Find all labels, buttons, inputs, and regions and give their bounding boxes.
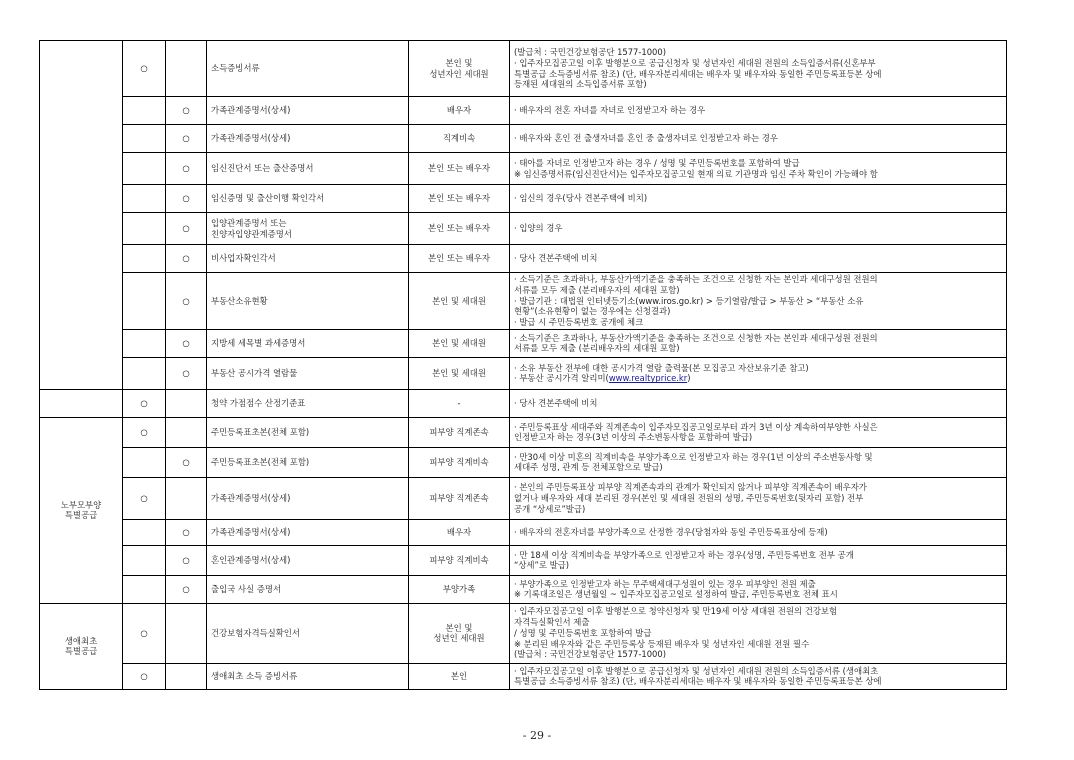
conditional-mark	[166, 477, 207, 519]
note-line: · 본인의 주민등록표상 피부양 직계존속과의 관계가 확인되지 않거나 피부양 직계존속이 배우자가	[514, 482, 867, 493]
conditional-mark: ○	[166, 519, 207, 545]
note-line: · 당사 견본주택에 비치	[514, 253, 598, 264]
table-row	[40, 447, 1007, 477]
notes-cell	[510, 603, 1007, 663]
table-row	[40, 273, 1007, 330]
conditional-mark: ○	[166, 357, 207, 389]
note-line: ※ 임신증명서류(임신진단서)는 입주자모집공고일 현재 의료 기관명과 임신 주차 확인이 가능해야 함	[514, 168, 878, 179]
conditional-mark	[166, 603, 207, 663]
document-name: 주민등록표초본(전체 포함)	[207, 447, 409, 477]
note-line: · 임신의 경우(당사 견본주택에 비치)	[514, 193, 648, 204]
note-line: · 입주자모집공고일 이후 발행분으로 청약신청자 및 만19세 이상 세대원 전원의 건강보험	[514, 606, 838, 617]
table-row	[40, 545, 1007, 575]
note-line: 특별공급 소득증빙서류 참조) (단, 배우자분리세대는 배우자 및 배우자와 동일한 주민등록표등본 상에	[514, 68, 882, 79]
note-line: · 소유 부동산 전부에 대한 공시가격 열람 출력물(본 모집공고 자산보유기준 참고)	[514, 362, 809, 373]
table-body	[40, 41, 1007, 690]
note-line: · 태아를 자녀로 인정받고자 하는 경우 / 성명 및 주민등록번호를 포함하여 발급	[514, 157, 800, 168]
conditional-mark: ○	[166, 545, 207, 575]
issue-target: 피부양 직계존속	[409, 417, 510, 447]
conditional-mark: ○	[166, 125, 207, 153]
document-name: 임신진단서 또는 출산증명서	[207, 153, 409, 185]
issue-target: 배우자	[409, 519, 510, 545]
required-mark: ○	[123, 417, 166, 447]
required-mark	[123, 153, 166, 185]
document-name: 임신증명 및 출산이행 확인각서	[207, 185, 409, 213]
note-line: · 주민등록표상 세대주와 직계존속이 입주자모집공고일로부터 과거 3년 이상 계속하여부양한 사실은	[514, 421, 878, 432]
page-number: - 29 -	[522, 729, 552, 742]
table-row	[40, 603, 1007, 663]
document-name: 출입국 사실 증명서	[207, 575, 409, 603]
document-name: 비사업자확인각서	[207, 245, 409, 273]
conditional-mark	[166, 41, 207, 97]
supply-type-cell	[40, 417, 123, 603]
table-row	[40, 575, 1007, 603]
note-line: 없거나 배우자와 세대 분리된 경우(본인 및 세대원 전원의 성명, 주민등록번호(뒷자리 포함) 전부	[514, 492, 864, 503]
note-line: · 배우자의 전혼자녀를 부양가족으로 산정한 경우(당첨자와 동일 주민등록표상에 등재)	[514, 526, 828, 537]
notes-cell	[510, 97, 1007, 125]
issue-target: 배우자	[409, 97, 510, 125]
document-name: 주민등록표초본(전체 포함)	[207, 417, 409, 447]
required-mark: ○	[123, 663, 166, 689]
required-mark	[123, 273, 166, 330]
note-line: 등재된 세대원의 소득입증서류 포함)	[514, 79, 647, 90]
note-line: · 만30세 이상 미혼의 직계비속을 부양가족으로 인정받고자 하는 경우(1년 이상의 주소변동사항 및	[514, 451, 873, 462]
required-mark: ○	[123, 477, 166, 519]
supply-type-cell	[40, 41, 123, 390]
table-row	[40, 97, 1007, 125]
notes-cell	[510, 477, 1007, 519]
notes-cell	[510, 545, 1007, 575]
note-line: / 성명 및 주민등록번호 포함하여 발급	[514, 627, 652, 638]
document-name: 가족관계증명서(상세)	[207, 125, 409, 153]
required-mark: ○	[123, 389, 166, 417]
notes-cell	[510, 389, 1007, 417]
notes-cell	[510, 245, 1007, 273]
table-row	[40, 153, 1007, 185]
note-line: · 발급기관 : 대법원 인터넷등기소(www.iros.go.kr) > 등기열람/발급 > 부동산 > “부동산 소유	[514, 295, 864, 306]
notes-cell	[510, 447, 1007, 477]
issue-target: 피부양 직계비속	[409, 545, 510, 575]
conditional-mark: ○	[166, 329, 207, 357]
supply-type-label: 생애최초 특별공급	[64, 635, 98, 657]
table-row	[40, 389, 1007, 417]
note-line: (발급처 : 국민건강보험공단 1577-1000)	[514, 47, 666, 57]
note-line: · 부동산 공시가격 알리미(www.realtyprice.kr)	[514, 373, 691, 384]
issue-target: 본인 또는 배우자	[409, 153, 510, 185]
table-row	[40, 477, 1007, 519]
issue-target: 본인	[409, 663, 510, 689]
note-line: ※ 기록대조일은 생년월일 ~ 입주자모집공고일로 설정하여 발급, 주민등록번호 전체 표시	[514, 589, 838, 600]
table-row	[40, 329, 1007, 357]
conditional-mark: ○	[166, 447, 207, 477]
realtyprice-link[interactable]: www.realtyprice.kr	[608, 373, 688, 384]
conditional-mark: ○	[166, 153, 207, 185]
note-line: · 입양의 경우	[514, 223, 563, 234]
table-row	[40, 213, 1007, 245]
notes-cell	[510, 357, 1007, 389]
note-line: · 만 18세 이상 직계비속을 부양가족으로 인정받고자 하는 경우(성명, 주민등록번호 전부 공개	[514, 549, 854, 560]
required-mark	[123, 357, 166, 389]
notes-cell	[510, 125, 1007, 153]
document-name: 부동산 공시가격 열람물	[207, 357, 409, 389]
notes-cell	[510, 153, 1007, 185]
required-mark	[123, 213, 166, 245]
notes-cell	[510, 41, 1007, 97]
conditional-mark	[166, 389, 207, 417]
document-name: 건강보험자격득실확인서	[207, 603, 409, 663]
notes-cell	[510, 213, 1007, 245]
conditional-mark: ○	[166, 97, 207, 125]
note-line: 세대주 성명, 관계 등 전체포함으로 발급)	[514, 462, 663, 473]
required-mark	[123, 245, 166, 273]
document-name: 가족관계증명서(상세)	[207, 97, 409, 125]
required-mark	[123, 447, 166, 477]
note-line: 자격득실확인서 제출	[514, 617, 590, 628]
required-mark	[123, 519, 166, 545]
note-line: (발급처 : 국민건강보험공단 1577-1000)	[514, 649, 666, 660]
document-name: 생애최초 소득 증빙서류	[207, 663, 409, 689]
conditional-mark: ○	[166, 213, 207, 245]
note-line: · 당사 견본주택에 비치	[514, 397, 598, 408]
note-line: · 배우자와 혼인 전 출생자녀를 혼인 중 출생자녀로 인정받고자 하는 경우	[514, 133, 778, 144]
table-row	[40, 519, 1007, 545]
notes-cell	[510, 185, 1007, 213]
issue-target: 본인 또는 배우자	[409, 245, 510, 273]
note-line: 현황”(소유현황이 없는 경우에는 신청결과)	[514, 306, 671, 317]
note-line: 인정받고자 하는 경우(3년 이상의 주소변동사항을 포함하여 발급)	[514, 432, 753, 443]
table-row	[40, 417, 1007, 447]
notes-cell	[510, 329, 1007, 357]
note-line: 특별공급 소득증빙서류 참조) (단, 배우자분리세대는 배우자 및 배우자와 동일한 주민등록표등본 상에	[514, 676, 882, 687]
supply-type-label: 노부모부양 특별공급	[60, 499, 102, 521]
issue-target: 본인 및 세대원	[409, 273, 510, 330]
issue-target: 본인 또는 배우자	[409, 213, 510, 245]
required-mark: ○	[123, 41, 166, 97]
document-name: 입양관계증명서 또는 친양자입양관계증명서	[207, 213, 409, 245]
note-line: · 배우자의 전혼 자녀를 자녀로 인정받고자 하는 경우	[514, 105, 706, 116]
table-row	[40, 185, 1007, 213]
issue-target: 부양가족	[409, 575, 510, 603]
document-name: 혼인관계증명서(상세)	[207, 545, 409, 575]
conditional-mark: ○	[166, 185, 207, 213]
note-line: 공개 “상세로”발급)	[514, 503, 586, 514]
note-line: · 부양가족으로 인정받고자 하는 무주택세대구성원이 있는 경우 피부양인 전원 제출	[514, 578, 816, 589]
issue-target: 직계비속	[409, 125, 510, 153]
document-requirements-table	[39, 40, 1007, 690]
required-mark	[123, 545, 166, 575]
notes-cell	[510, 575, 1007, 603]
table-row	[40, 125, 1007, 153]
note-line: “상세”로 발급)	[514, 560, 570, 571]
document-name: 지방세 세목별 과세증명서	[207, 329, 409, 357]
notes-cell	[510, 519, 1007, 545]
note-line: ※ 분리된 배우자와 같은 주민등록상 등재된 배우자 및 성년자인 세대원 전원 필수	[514, 638, 810, 649]
required-mark	[123, 575, 166, 603]
issue-target: -	[409, 389, 510, 417]
document-name: 가족관계증명서(상세)	[207, 519, 409, 545]
note-line: · 입주자모집공고일 이후 발행분으로 공급신청자 및 성년자인 세대원 전원의 소득입증서류(신혼부부	[514, 57, 876, 68]
conditional-mark: ○	[166, 575, 207, 603]
note-line: 서류를 모두 제출 (분리배우자의 세대원 포함)	[514, 284, 680, 295]
document-name: 청약 가점점수 산정기준표	[207, 389, 409, 417]
issue-target: 본인 또는 배우자	[409, 185, 510, 213]
supply-type-cell	[40, 389, 123, 417]
conditional-mark: ○	[166, 273, 207, 330]
table-row	[40, 41, 1007, 97]
conditional-mark	[166, 663, 207, 689]
document-name: 소득증빙서류	[207, 41, 409, 97]
issue-target: 본인 및 성년인 세대원	[409, 603, 510, 663]
note-line: · 소득기준은 초과하나, 부동산가액기준을 충족하는 조건으로 신청한 자는 본인과 세대구성원 전원의	[514, 332, 878, 343]
table-row	[40, 663, 1007, 689]
required-mark	[123, 329, 166, 357]
issue-target: 본인 및 세대원	[409, 357, 510, 389]
notes-cell	[510, 663, 1007, 689]
notes-cell	[510, 417, 1007, 447]
required-mark	[123, 185, 166, 213]
required-mark: ○	[123, 603, 166, 663]
required-mark	[123, 125, 166, 153]
required-mark	[123, 97, 166, 125]
document-name: 가족관계증명서(상세)	[207, 477, 409, 519]
issue-target: 피부양 직계존속	[409, 477, 510, 519]
supply-type-cell	[40, 603, 123, 689]
conditional-mark	[166, 417, 207, 447]
table-row	[40, 245, 1007, 273]
issue-target: 본인 및 세대원	[409, 329, 510, 357]
notes-cell	[510, 273, 1007, 330]
document-name: 부동산소유현황	[207, 273, 409, 330]
issue-target: 피부양 직계비속	[409, 447, 510, 477]
note-line: · 입주자모집공고일 이후 발행분으로 공급신청자 및 성년자인 세대원 전원의 소득입증서류 (생애최초	[514, 665, 879, 676]
table-row	[40, 357, 1007, 389]
note-line: · 발급 시 주민등록번호 공개에 체크	[514, 317, 644, 327]
note-line: · 소득기준은 초과하나, 부동산가액기준을 충족하는 조건으로 신청한 자는 본인과 세대구성원 전원의	[514, 274, 878, 284]
conditional-mark: ○	[166, 245, 207, 273]
issue-target: 본인 및 성년자인 세대원	[409, 41, 510, 97]
note-line: 서류를 모두 제출 (분리배우자의 세대원 포함)	[514, 343, 680, 354]
